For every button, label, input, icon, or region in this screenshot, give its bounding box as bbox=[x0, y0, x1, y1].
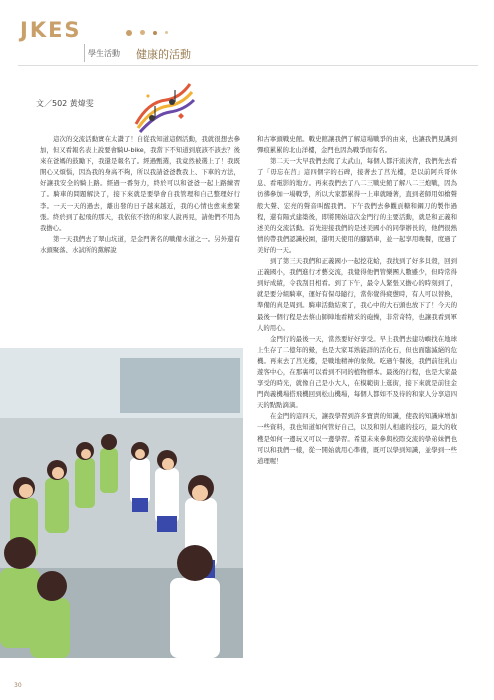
brand-logo: JKES bbox=[20, 18, 82, 42]
section-title: 健康的活動 bbox=[136, 48, 191, 61]
dot-icon bbox=[153, 31, 157, 35]
header-line bbox=[18, 65, 478, 66]
page-number: 30 bbox=[14, 682, 22, 689]
paragraph: 金門行的最後一天，當然要好好享受。早上我們去建功嶼找在地球上生存了二億年的鱟，也是大家耳熟能詳的活化石，但也面臨滅絕的危機。再來去了莒光樓，是戰地精神的象徵。吃過午餐後，我們前往乳山遊客中心，在那裏可以看到不同的植物標本。最後的行程，也是大家最享受的時光，就像自己是小大人，在模範街上逛街，接下來就是前往金門尚義機場搭飛機回到松山機場，每個人都如不及待的和家人分享這四天的點點滴滴。 bbox=[257, 334, 457, 410]
paragraph: 這次的交流活動實在太讚了！自從我知道這個活動，我就很想去參加，但又看報名表上說要會騎U-bike，我當下不知道到底該不該去？後來在爸媽的鼓勵下，我還是報名了。經過甄選，我竟然被選上了！我既開心又煩惱，因為我的身高不夠，所以我請爸爸教我上、下車的方法，好讓我安全的騎上路。經過一番努力，終於可以和爸爸一起上路練習了。騎車的問題解決了，接下來就是要學會自我管理和自己整理好行李。一天一天的過去，離出發的日子越來越近，我的心情也愈來愈緊張。終於到了起飛的那天，我依依不捨的和家人說再見，請他們不用為我擔心。 bbox=[40, 135, 240, 232]
section-category: 學生活動 bbox=[88, 49, 120, 58]
article-column-left bbox=[40, 134, 240, 256]
page-header bbox=[18, 18, 478, 78]
paragraph: 在金門的這四天，讓我學習到許多寶貴的知識，使我的知識庫增加一些資料，我也知道如何管好自己，以及和別人相處的技巧，最大的收穫是如何一邊玩又可以一邊學習。希望未來參與校際交流的學弟妹們也可以和我們一樣，從一開始就用心準備，既可以學到知識，並學到一些道理喔！ bbox=[257, 412, 457, 465]
dot-icon bbox=[140, 30, 145, 35]
paragraph: 和古寧頭戰史館。戰史館讓我們了解這場戰爭的由來，也讓我們見識到彈痕累累的北山洋樓，金門也因為戰爭而有名。 bbox=[257, 135, 457, 155]
article-column-right bbox=[257, 134, 457, 467]
students-photo bbox=[0, 348, 243, 658]
author-byline: 文／502 黃煒雯 bbox=[36, 99, 94, 108]
paragraph: 第一天我們去了翠山坑道，是金門著名的戰備水道之一。另外還有水頭聚落、水試所的黨解說 bbox=[40, 234, 240, 254]
paragraph: 第二天一大早我們去爬了太武山，每個人都汗流浹背，我們先去看了「毋忘在莒」這四個字的石碑，接著去了莒光樓，是以前阿兵哥休息、看電影的地方。再來我們去了八二三戰史館了解八二三炮戰，因為彷彿參加一場戰爭，所以大家都累得一上車就睡著，直到老師用如槍聲般大聲、宏亮的聲音叫醒我們。下午我們去參觀貢糖和鋼刀的製作過程，還有陽式建築後，即將開始這次金門行的主要活動，就是和正義和述美的交流活動。首先迎接我們的是述美國小的同學辦長的，他們很熱情的帶我們認識校園，還明天使用的腳踏車，並一起享用晚餐，度過了美好的一天。 bbox=[257, 157, 457, 254]
music-illustration-icon bbox=[128, 72, 198, 142]
decorative-dots bbox=[126, 22, 171, 41]
dot-icon bbox=[165, 31, 168, 34]
dot-icon bbox=[126, 30, 132, 36]
paragraph: 到了第三天我們和正義國小一起挖花蛤，我找到了好多貝殼，回到正義國小，我們進行才藝交流，我覺得他們管樂團人數雖少，但時常得到好成績，令我刮目相看。到了下午，最令人緊張又擔心的時刻到了，就是要分組騎車，運好有保母隨行，當你覺得疲憊時，有人可以替換，準備的真是周到。騎車活動結束了，我心中的大石頭也放下了！今天的最後一個行程是去蔡山師陣地看精采的砲操，非常奇特，也讓我看到軍人的用心。 bbox=[257, 257, 457, 332]
header-divider bbox=[84, 44, 85, 62]
